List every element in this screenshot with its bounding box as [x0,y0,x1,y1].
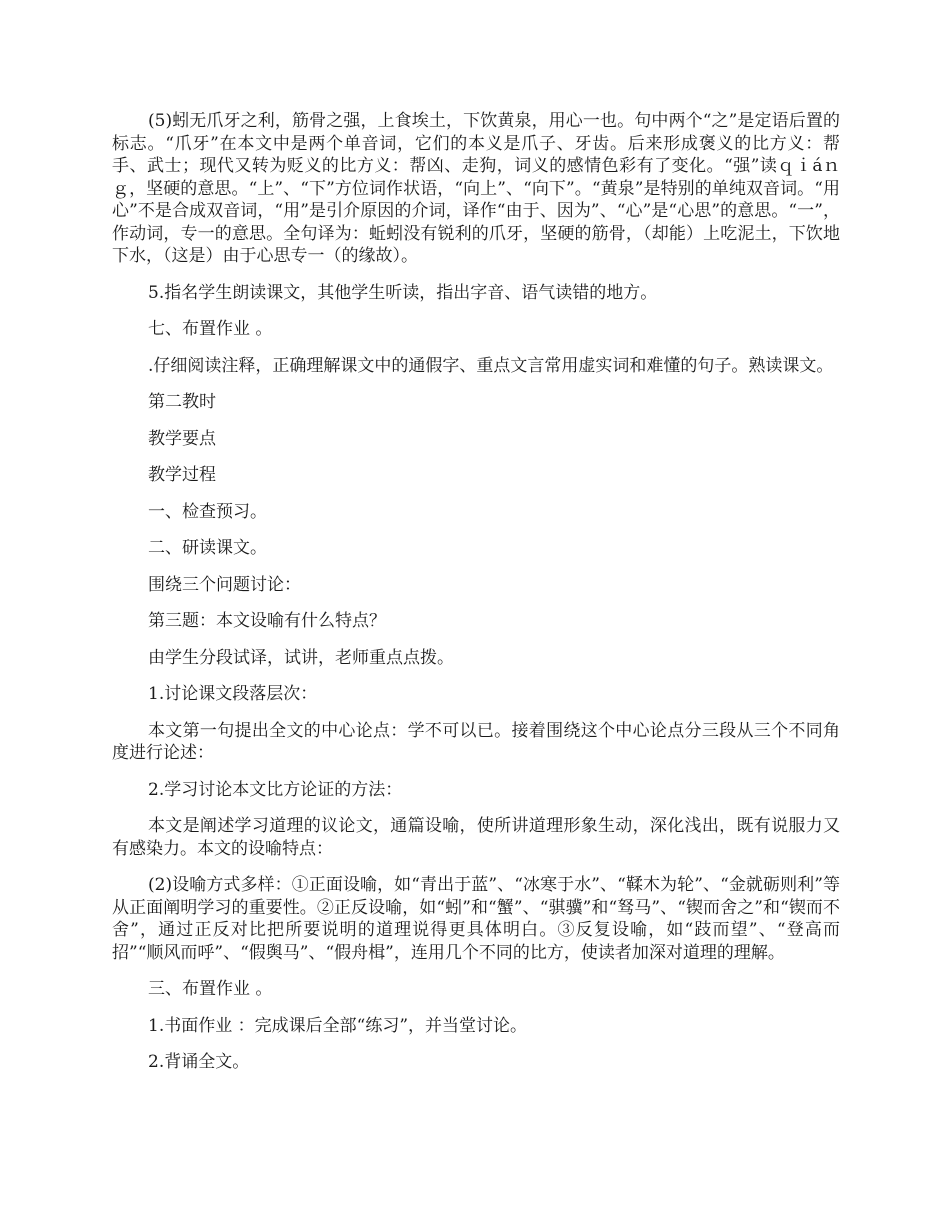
heading-paragraph-structure: 1.讨论课文段落层次： [148,684,318,704]
heading-teaching-points: 教学要点 [148,428,216,449]
heading-study-text: 二、研读课文。 [148,538,267,558]
heading-analogy-method: 2.学习讨论本文比方论证的方法： [148,779,403,800]
heading-assign-homework: 七、布置作业 。 [148,319,273,339]
paragraph-written-homework: 1.书面作业 ：完成课后全部“练习”，并当堂讨论。 [148,1015,528,1036]
heading-assign-homework-2: 三、布置作业 。 [148,979,273,999]
heading-second-lesson: 第二教时 [148,392,216,412]
paragraph-annotation-5: (5)蚓无爪牙之利，筋骨之强，上食埃土，下饮黄泉，用心一也。句中两个“之”是定语后置的标志。“爪牙”在本文中是两个单音词，它们的本义是爪子、牙齿。后来形成褒义的比方义：帮手、武士；现代又转为贬义的比方义：帮凶、走狗，词义的感情色彩有了变化。“强”读ｑｉáｎｇ，坚硬的意思。“上”、“下”方位词作状语，“向上”、“向下”。“黄泉”是特别的单纯双音词。“用心”不是合成双音词，“用”是引介原因的介词，译作“由于、因为”、“心”是“心思”的意思。“一”，作动词，专一的意思。全句译为：蚯蚓没有锐利的爪牙，坚硬的筋骨，（却能）上吃泥土，下饮地下水，（这是）由于心思专一（的缘故）。 [112,111,840,266]
paragraph-central-argument: 本文第一句提出全文的中心论点：学不可以已。接着围绕这个中心论点分三段从三个不同角度进行论述： [112,720,840,763]
paragraph-question-three: 第三题：本文设喻有什么特点？ [148,611,386,631]
paragraph-recite-text: 2.背诵全文。 [148,1052,250,1072]
paragraph-step-5-reading: 5.指名学生朗读课文，其他学生听读，指出字音、语气读错的地方。 [148,282,658,303]
heading-teaching-process: 教学过程 [148,465,216,485]
heading-check-preview: 一、检查预习。 [148,501,267,522]
paragraph-analogy-features: 本文是阐述学习道理的议论文，通篇设喻，使所讲道理形象生动，深化浅出，既有说服力又有感染力。本文的设喻特点： [112,816,840,859]
paragraph-student-translation: 由学生分段试译，试讲，老师重点点拨。 [148,647,454,668]
paragraph-analogy-variety: (2)设喻方式多样：①正面设喻，如“青出于蓝”、“冰寒于水”、“鞣木为轮”、“金就砺则利”等从正面阐明学习的重要性。②正反设喻，如“蚓”和“蟹”、“骐骥”和“驽马”、“锲而舍之”和“锲而不舍”，通过正反对比把所要说明的道理说得更具体明白。③反复设喻，如“跂而望”、“登高而招”“顺风而呼”、“假舆马”、“假舟楫”，连用几个不同的比方，使读者加深对道理的理解。 [112,875,840,963]
paragraph-homework-reading: .仔细阅读注释，正确理解课文中的通假字、重点文言常用虚实词和难懂的句子。熟读课文。 [148,355,834,376]
paragraph-discussion-intro: 围绕三个问题讨论： [148,574,301,595]
